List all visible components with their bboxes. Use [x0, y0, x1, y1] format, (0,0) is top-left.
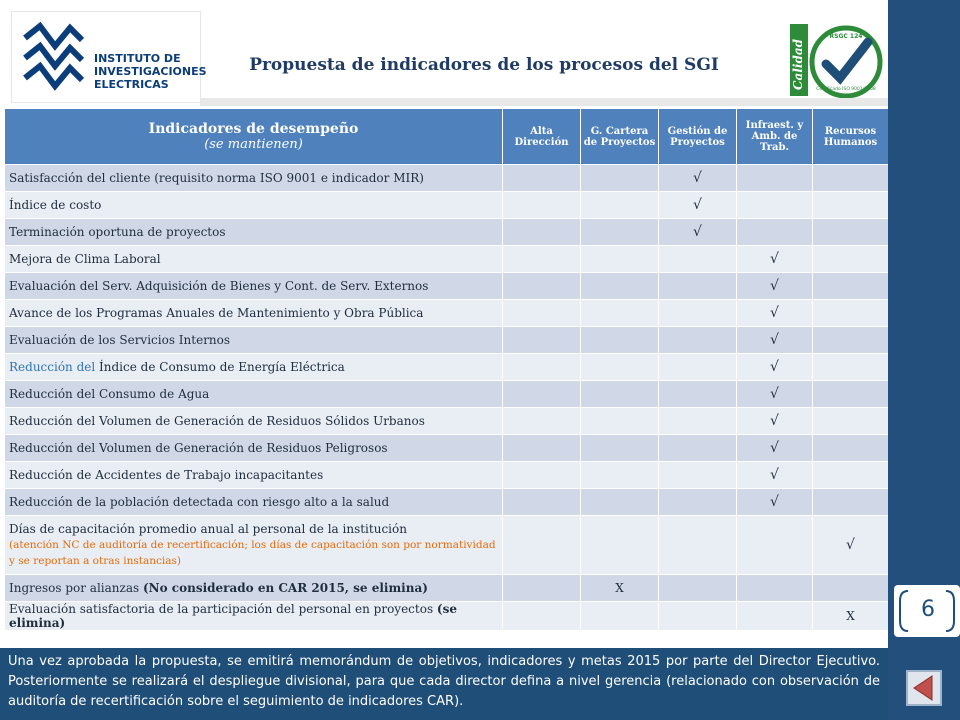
row-label: Reducción del Consumo de Agua: [5, 381, 503, 408]
row-label-main: Evaluación satisfactoria de la participación del personal en proyectos: [9, 602, 437, 616]
iso-certification-seal-icon: [788, 20, 884, 100]
table-row: [5, 575, 889, 602]
row-mark: [659, 516, 737, 575]
row-mark: √: [737, 354, 813, 381]
row-label: Mejora de Clima Laboral: [5, 246, 503, 273]
row-mark: √: [659, 219, 737, 246]
row-mark: [581, 602, 659, 631]
row-mark: X: [581, 575, 659, 602]
logo-line-3: ELECTRICAS: [94, 78, 169, 91]
row-mark: [503, 273, 581, 300]
row-mark: [659, 575, 737, 602]
row-mark: [813, 192, 889, 219]
row-mark: [659, 246, 737, 273]
logo-line-2: INVESTIGACIONES: [94, 65, 207, 78]
row-mark: [503, 489, 581, 516]
row-mark: [737, 192, 813, 219]
row-mark: [813, 381, 889, 408]
header-col-alta-direccion: Alta Dirección: [503, 109, 581, 165]
row-label: Índice de costo: [5, 192, 503, 219]
row-label: [5, 602, 503, 631]
row-mark: √: [737, 408, 813, 435]
table-row: [5, 489, 889, 516]
cert-side-text: Calidad: [791, 39, 805, 90]
row-mark: [659, 602, 737, 631]
row-label-bold-note: (No considerado en CAR 2015, se elimina): [142, 581, 428, 595]
table-row: [5, 327, 889, 354]
header-sub-label: (se mantienen): [204, 137, 303, 152]
table-row: [5, 408, 889, 435]
row-mark: [813, 246, 889, 273]
row-mark: √: [737, 435, 813, 462]
row-mark: X: [813, 602, 889, 631]
row-label: [5, 516, 503, 575]
logo-line-1: INSTITUTO DE: [94, 52, 181, 65]
row-label-prefix: Reducción del: [9, 360, 96, 374]
page-number: 6: [921, 597, 935, 622]
row-mark: √: [737, 246, 813, 273]
row-mark: [813, 165, 889, 192]
row-mark: [503, 381, 581, 408]
row-label: Satisfacción del cliente (requisito norma ISO 9001 e indicador MIR): [5, 165, 503, 192]
indicators-table: [4, 108, 889, 631]
row-mark: [581, 219, 659, 246]
row-mark: [503, 219, 581, 246]
row-mark: [503, 165, 581, 192]
cert-ring-text: Certificado ISO 9001:2008: [816, 87, 876, 92]
header-col-rrhh: Recursos Humanos: [813, 109, 889, 165]
header-col-gestion: Gestión de Proyectos: [659, 109, 737, 165]
row-label-note: (atención NC de auditoría de recertificación; los días de capacitación son por normatividad y se reportan a otras instancias): [9, 539, 496, 567]
table-row: [5, 192, 889, 219]
table-row: [5, 602, 889, 631]
footer-note: [0, 648, 888, 720]
row-mark: [737, 516, 813, 575]
row-label: [5, 354, 503, 381]
row-mark: [503, 575, 581, 602]
row-label: Reducción del Volumen de Generación de Residuos Peligrosos: [5, 435, 503, 462]
row-mark: [813, 300, 889, 327]
row-label: Evaluación del Serv. Adquisición de Bienes y Cont. de Serv. Externos: [5, 273, 503, 300]
table-row: [5, 246, 889, 273]
row-mark: [503, 246, 581, 273]
row-mark: [659, 462, 737, 489]
row-label-main: Días de capacitación promedio anual al personal de la institución: [9, 522, 407, 536]
row-mark: [581, 300, 659, 327]
row-mark: [581, 165, 659, 192]
row-label-bold-note: (se elimina): [9, 602, 457, 630]
table-row: [5, 300, 889, 327]
row-mark: [737, 219, 813, 246]
page-title: Propuesta de indicadores de los procesos del SGI: [249, 55, 719, 75]
header-col-infraestructura: Infraest. y Amb. de Trab.: [737, 109, 813, 165]
row-mark: [581, 327, 659, 354]
row-mark: [813, 435, 889, 462]
row-label-main: Ingresos por alianzas: [9, 581, 143, 595]
row-mark: [659, 327, 737, 354]
table-row: [5, 273, 889, 300]
row-mark: [813, 575, 889, 602]
row-label: Avance de los Programas Anuales de Mantenimiento y Obra Pública: [5, 300, 503, 327]
row-mark: [813, 462, 889, 489]
logo-wave-icon: [20, 18, 90, 98]
row-mark: [581, 192, 659, 219]
row-mark: √: [659, 165, 737, 192]
cert-top-text: RSGC 124: [829, 33, 863, 40]
row-mark: [813, 408, 889, 435]
row-mark: [659, 435, 737, 462]
row-mark: [581, 516, 659, 575]
row-mark: [503, 516, 581, 575]
row-mark: [813, 489, 889, 516]
row-mark: [813, 273, 889, 300]
row-mark: [813, 219, 889, 246]
row-mark: √: [813, 516, 889, 575]
row-mark: √: [737, 327, 813, 354]
row-mark: [813, 354, 889, 381]
row-mark: √: [737, 489, 813, 516]
header-col-cartera: G. Cartera de Proyectos: [581, 109, 659, 165]
row-label: Reducción de Accidentes de Trabajo incapacitantes: [5, 462, 503, 489]
row-mark: √: [737, 300, 813, 327]
footer-text: Una vez aprobada la propuesta, se emitirá memorándum de objetivos, indicadores y metas 2015 por parte del Director Ejecutivo. Posteriormente se realizará el despliegue divisional, para que cada director defina a nivel gerencia (relacionado con observación de auditoría de recertificación sobre el seguimiento de indicadores CAR).: [8, 654, 880, 709]
row-mark: [659, 300, 737, 327]
row-mark: [581, 273, 659, 300]
header-main-label: Indicadores de desempeño: [148, 121, 359, 137]
top-strip: [0, 0, 888, 8]
row-label-rest: Índice de Consumo de Energía Eléctrica: [95, 360, 345, 374]
row-mark: [659, 273, 737, 300]
table-row: [5, 354, 889, 381]
table-header-row: [5, 109, 889, 165]
table-row: [5, 462, 889, 489]
table-row: [5, 435, 889, 462]
row-mark: [581, 246, 659, 273]
row-mark: [659, 381, 737, 408]
row-mark: [503, 602, 581, 631]
row-mark: [737, 165, 813, 192]
row-mark: [581, 354, 659, 381]
row-mark: [659, 354, 737, 381]
row-mark: [659, 408, 737, 435]
row-mark: [503, 462, 581, 489]
row-mark: [581, 435, 659, 462]
row-label: Evaluación de los Servicios Internos: [5, 327, 503, 354]
back-arrow-icon: [908, 672, 940, 704]
row-mark: [503, 435, 581, 462]
row-mark: [737, 602, 813, 631]
row-mark: [503, 327, 581, 354]
row-mark: √: [737, 462, 813, 489]
row-mark: [503, 192, 581, 219]
table-row: [5, 165, 889, 192]
title-underline: [200, 98, 888, 106]
row-label: [5, 575, 503, 602]
row-mark: [581, 408, 659, 435]
header-indicators: [5, 109, 503, 165]
row-label: Reducción del Volumen de Generación de Residuos Sólidos Urbanos: [5, 408, 503, 435]
table-row: [5, 516, 889, 575]
row-mark: [581, 489, 659, 516]
table-row: [5, 219, 889, 246]
previous-slide-button[interactable]: [906, 670, 942, 706]
row-mark: √: [659, 192, 737, 219]
row-label: Reducción de la población detectada con riesgo alto a la salud: [5, 489, 503, 516]
logo-text: [94, 52, 207, 91]
row-mark: [737, 575, 813, 602]
row-label: Terminación oportuna de proyectos: [5, 219, 503, 246]
row-mark: √: [737, 273, 813, 300]
row-mark: √: [737, 381, 813, 408]
institute-logo: [12, 12, 207, 102]
row-mark: [503, 354, 581, 381]
row-mark: [581, 381, 659, 408]
row-mark: [659, 489, 737, 516]
row-mark: [581, 462, 659, 489]
table-row: [5, 381, 889, 408]
row-mark: [813, 327, 889, 354]
row-mark: [503, 408, 581, 435]
row-mark: [503, 300, 581, 327]
